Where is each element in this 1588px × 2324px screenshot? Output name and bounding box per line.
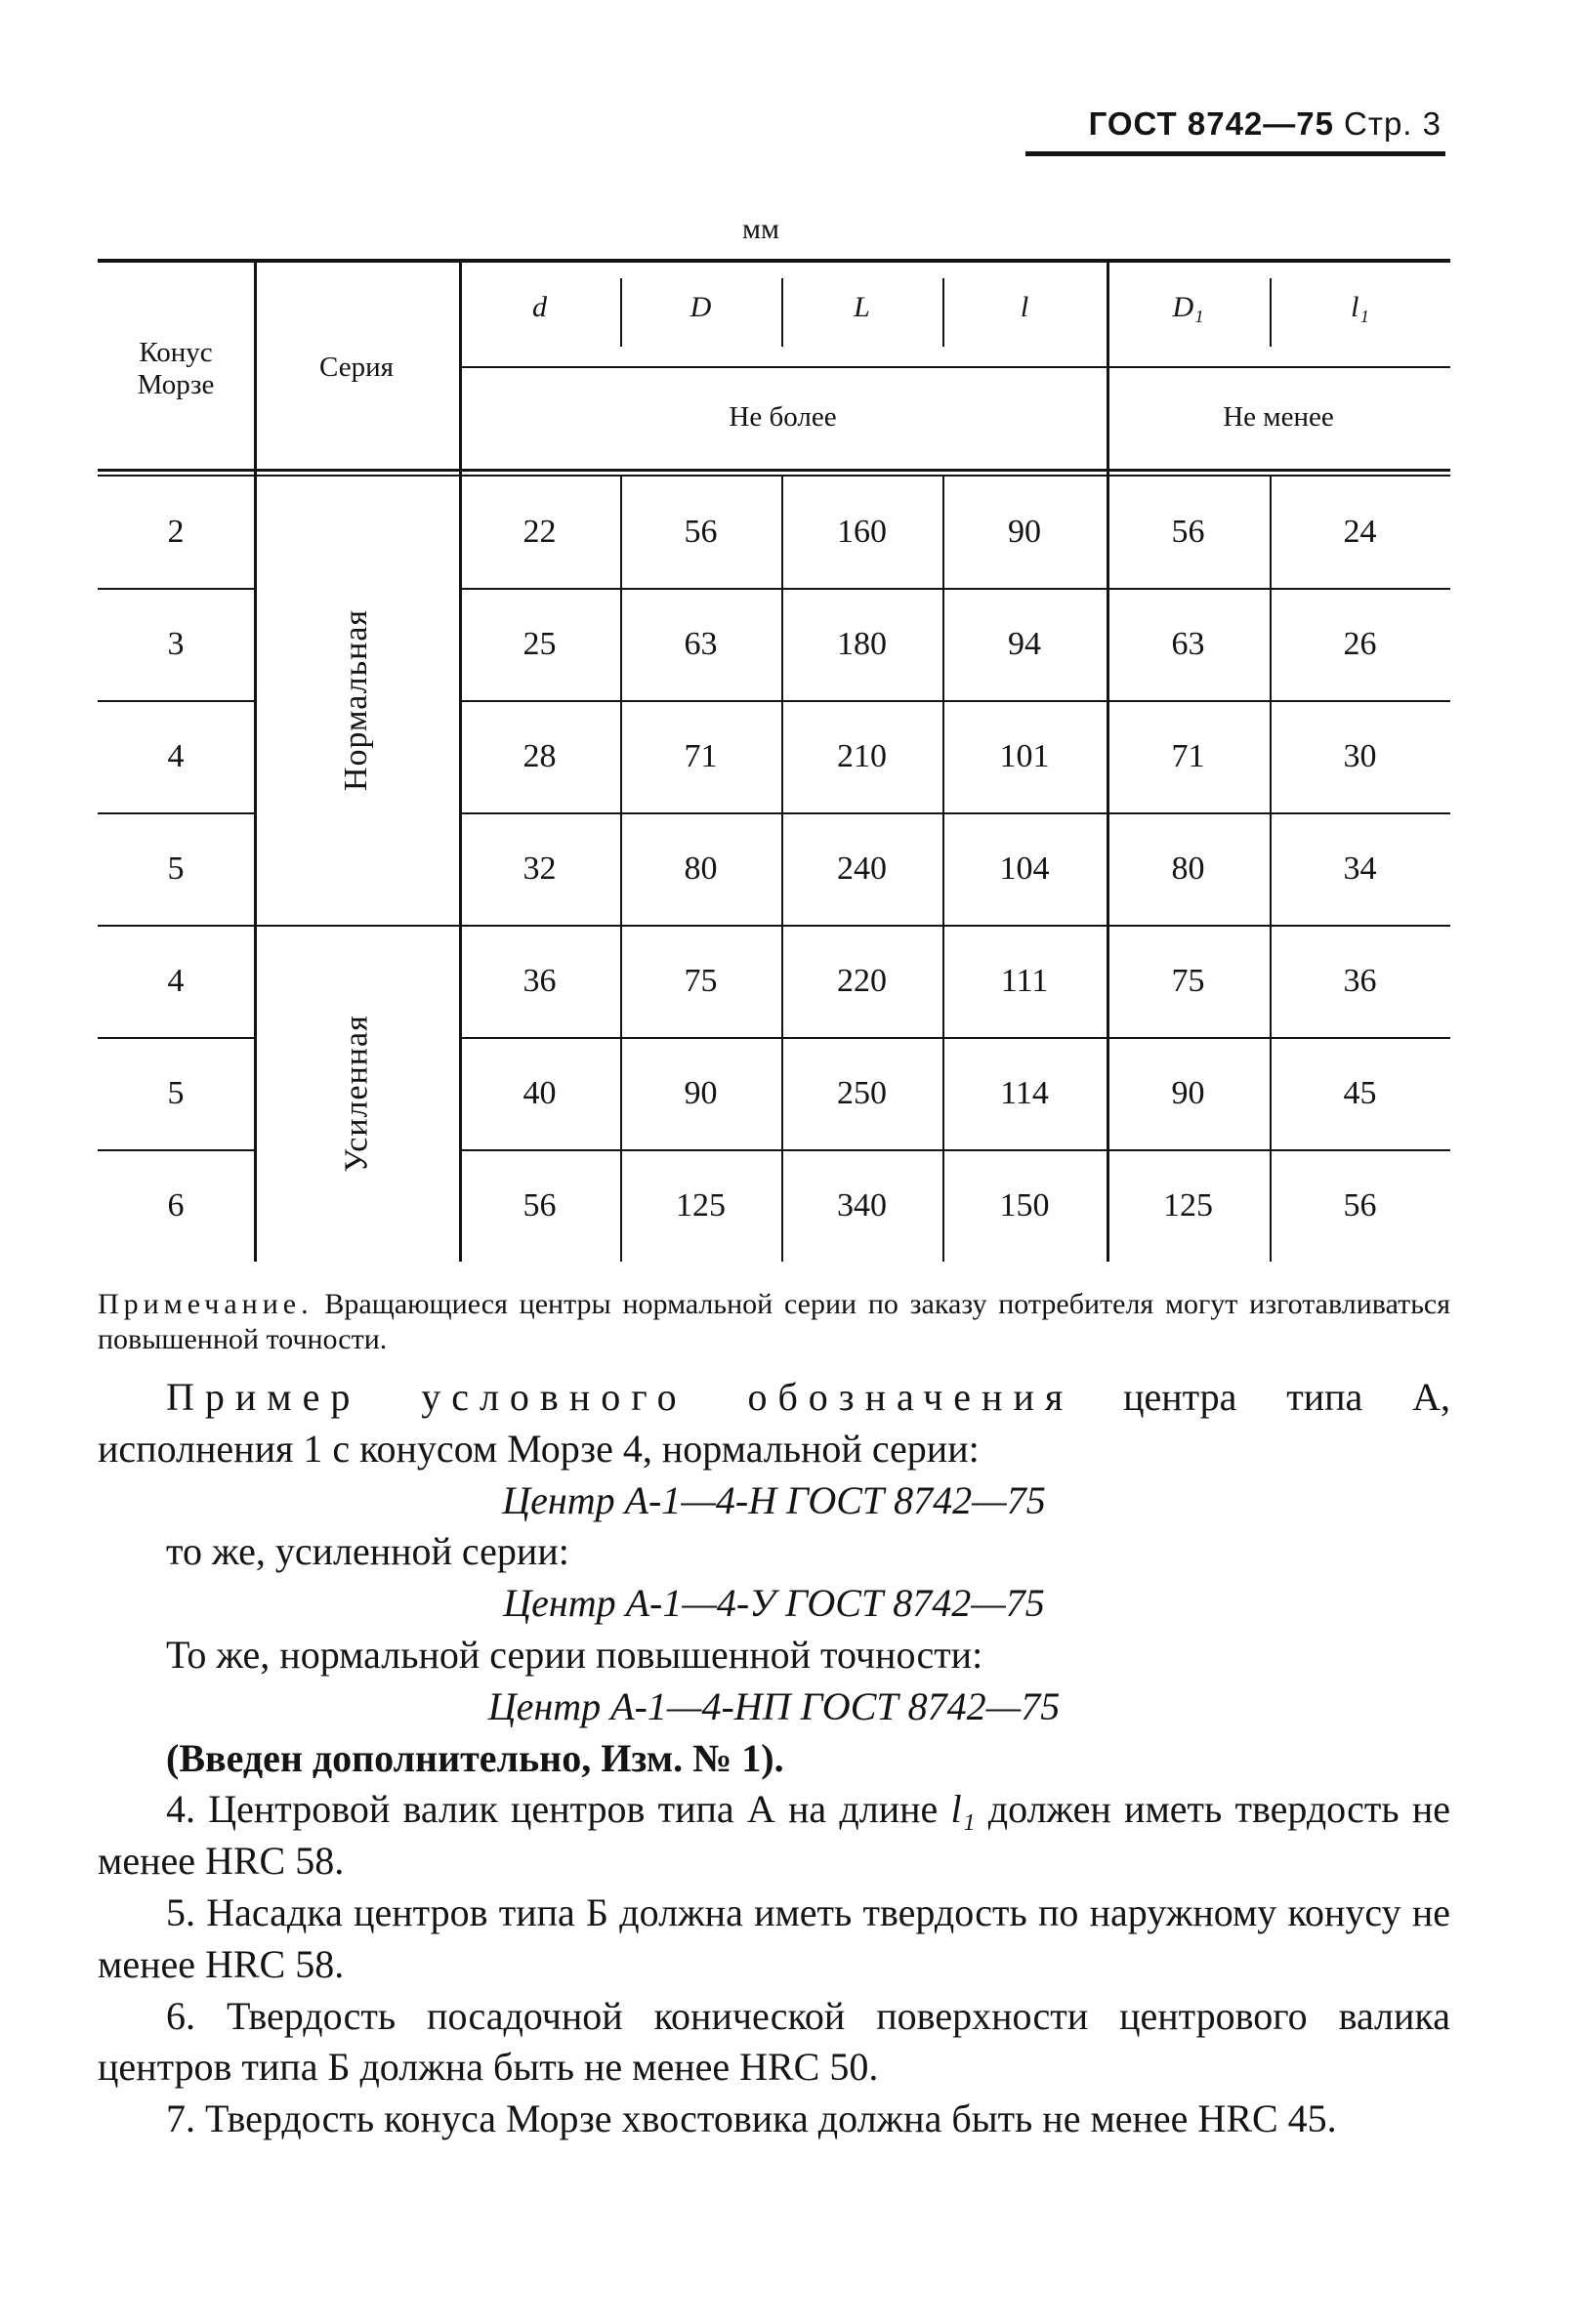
cell-l1: 24 <box>1343 514 1377 550</box>
cell-d: 75 <box>684 963 718 999</box>
example-rest: центра типа А, исполнения 1 с конусом Морзе 4, нормальной серии: <box>98 1375 1450 1471</box>
paragraph-6: 6. Твердость посадочной конической поверхности центрового валика центров типа Б должна быть не менее HRC 50. <box>98 1993 1450 2090</box>
cell-l: 90 <box>1008 514 1041 550</box>
cell-l: 220 <box>837 963 887 999</box>
page-number: Стр. 3 <box>1344 105 1442 142</box>
designation-reinforced: Центр А-1—4-У ГОСТ 8742—75 <box>503 1581 1045 1626</box>
header-l1: l₁ <box>1351 291 1369 323</box>
designation-normal: Центр А-1—4-Н ГОСТ 8742—75 <box>502 1477 1046 1522</box>
header-series: Серия <box>319 352 394 383</box>
cell-d: 28 <box>522 738 557 774</box>
cell-d: 80 <box>684 851 718 887</box>
cell-l: 94 <box>1008 626 1041 662</box>
cone-number: 4 <box>167 963 185 999</box>
cell-d: 56 <box>522 1187 557 1224</box>
cell-d: 32 <box>522 851 557 887</box>
cell-l1: 30 <box>1343 738 1377 774</box>
cell-d: 36 <box>522 963 557 999</box>
cell-l: 340 <box>837 1187 887 1224</box>
standard-number: ГОСТ 8742—75 <box>1088 105 1334 142</box>
cone-number: 2 <box>167 514 185 550</box>
note-label: Примечание. <box>98 1288 313 1320</box>
page-header <box>1089 105 1442 143</box>
cell-d1: 71 <box>1171 738 1205 774</box>
cell-d1: 75 <box>1171 963 1205 999</box>
cell-l: 250 <box>837 1075 887 1111</box>
cell-d1: 56 <box>1171 514 1205 550</box>
cell-l: 111 <box>1000 963 1049 999</box>
header-l: L <box>854 291 870 323</box>
cell-d1: 90 <box>1171 1075 1205 1111</box>
header-cone-word: Морзе <box>137 368 215 400</box>
length-variable: l₁ <box>950 1787 976 1832</box>
header-l: l <box>1020 291 1029 323</box>
cell-d: 40 <box>522 1075 557 1111</box>
paragraph-4-start: 4. Центровой валик центров типа А на длине <box>166 1787 939 1832</box>
cone-number: 3 <box>167 626 185 662</box>
cone-number: 6 <box>167 1187 185 1224</box>
cell-l1: 34 <box>1343 851 1377 887</box>
cell-l: 180 <box>837 626 887 662</box>
series-label: Усиленная <box>338 1014 374 1173</box>
cell-l: 240 <box>837 851 887 887</box>
example-lead: Пример условного обозначения <box>166 1375 1074 1419</box>
cell-l1: 45 <box>1343 1075 1377 1111</box>
cell-d: 63 <box>684 626 718 662</box>
cell-d1: 80 <box>1171 851 1205 887</box>
designation-precise: Центр А-1—4-НП ГОСТ 8742—75 <box>487 1683 1061 1728</box>
cell-d1: 63 <box>1171 626 1205 662</box>
cell-l: 101 <box>999 738 1050 774</box>
table-note <box>98 1287 1450 1357</box>
dimensions-table <box>98 259 1450 1265</box>
table-unit: мм <box>742 213 779 245</box>
cell-d: 22 <box>522 514 557 550</box>
cell-l: 114 <box>1000 1075 1049 1111</box>
paragraph-5: 5. Насадка центров типа Б должна иметь твердость по наружному конусу не менее HRC 58. <box>98 1889 1450 1986</box>
header-d: d <box>532 291 547 323</box>
header-rule <box>1025 151 1445 156</box>
cell-l1: 56 <box>1343 1187 1377 1224</box>
cell-l1: 26 <box>1343 626 1377 662</box>
document-body <box>98 1372 1450 2145</box>
paragraph-4-end: должен иметь твердость не менее HRC 58. <box>98 1787 1451 1884</box>
cell-l: 104 <box>999 851 1050 887</box>
cell-l: 160 <box>837 514 887 550</box>
cell-d: 25 <box>522 626 557 662</box>
amendment-note: (Введен дополнительно, Изм. № 1). <box>166 1735 784 1780</box>
cell-l: 150 <box>999 1187 1050 1224</box>
example-paragraph <box>98 1372 1450 1475</box>
cell-d: 125 <box>676 1187 726 1224</box>
header-cone-word: Конус <box>139 336 213 368</box>
paragraph-7: 7. Твердость конуса Морзе хвостовика должна быть не менее HRC 45. <box>166 2096 1337 2141</box>
header-not-less: Не менее <box>1223 401 1334 433</box>
cone-number: 5 <box>167 1075 185 1111</box>
cone-number: 5 <box>167 851 185 887</box>
cell-l: 210 <box>837 738 887 774</box>
header-not-more: Не более <box>729 401 837 433</box>
series-label: Нормальная <box>338 608 374 792</box>
cell-d1: 125 <box>1163 1187 1213 1224</box>
note-text: Вращающиеся центры нормальной серии по заказу потребителя могут изготавливаться повышенной точности. <box>98 1288 1451 1355</box>
header-cone <box>98 337 254 401</box>
cone-number: 4 <box>167 738 185 774</box>
header-d1: D₁ <box>1172 291 1204 323</box>
cell-d: 90 <box>684 1075 718 1111</box>
same-reinforced-line: то же, усиленной серии: <box>166 1529 569 1574</box>
header-d: D <box>690 291 712 323</box>
paragraph-4 <box>98 1784 1450 1888</box>
cell-l1: 36 <box>1343 963 1377 999</box>
cell-d: 56 <box>684 514 718 550</box>
cell-d: 71 <box>684 738 718 774</box>
same-precise-line: То же, нормальной серии повышенной точности: <box>166 1632 983 1677</box>
